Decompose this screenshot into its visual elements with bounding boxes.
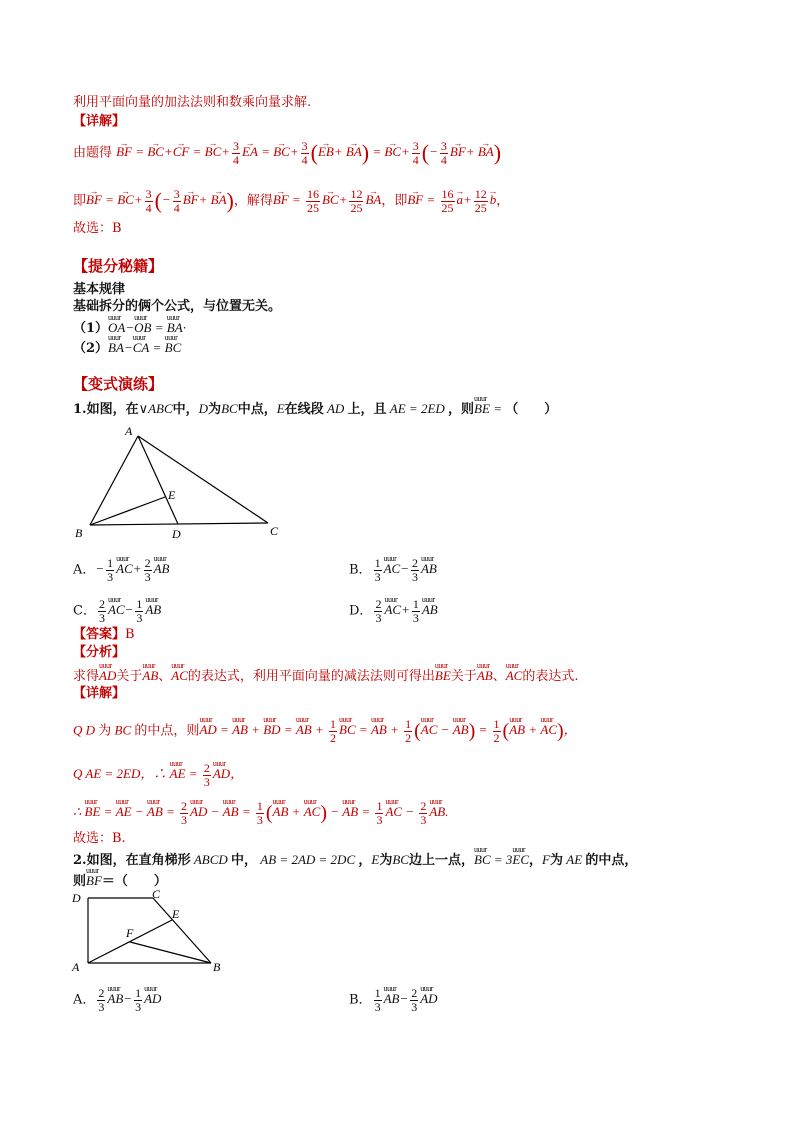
q1-analysis-header: 【分析】 bbox=[73, 645, 126, 660]
label-c2: C bbox=[152, 888, 161, 901]
side-bc bbox=[90, 523, 268, 525]
label-d: D bbox=[172, 527, 181, 540]
intro-line: 利用平面向量的加法法则和数乘向量求解. bbox=[73, 95, 312, 110]
segment-be bbox=[90, 497, 165, 525]
formula-2: （2）uuur BA−uuur CA = uuur BC bbox=[73, 340, 181, 357]
label-b2: B bbox=[213, 960, 221, 974]
q1-detail-header: 【详解】 bbox=[73, 686, 126, 701]
q1-answer: 【答案】B bbox=[73, 627, 135, 642]
label-a: A bbox=[125, 424, 133, 438]
question-2-line-2: 则uuur BF＝（ ） bbox=[73, 873, 167, 890]
basic-rule: 基本规律 bbox=[73, 282, 126, 297]
q1-detail-line-2: Q AE = 2ED，∴ uuur AE = $\frac{2}{3}$ uuur AD， bbox=[73, 762, 243, 789]
q1-analysis-text: 求得uuur AD关于uuur AB、uuur AC的表达式，利用平面向量的减法法则可得出uuur BE关于uuur AB、uuur AC的表达式. bbox=[73, 668, 579, 685]
q1-option-b[interactable]: B． $\frac{1}{3}$ uuur AC− $\frac{2}{3}$ uuur AB bbox=[349, 557, 437, 584]
practice-header: 【变式演练】 bbox=[73, 375, 164, 393]
q2-option-b[interactable]: B． $\frac{1}{3}$ uuur AB− $\frac{2}{3}$ uuur AD bbox=[349, 987, 438, 1014]
solution-line-1: 由题得 → BF = → BC+→ CF = → BC+ $\frac{3}{4}$ → EA = → BC+ $\frac{3}{4}$ (→ EB+ → BA) = → BC+ $\frac{3}{4}$ (− $\frac{3}{4}$ → BF+ → BA) bbox=[73, 140, 501, 167]
q1-final: 故选：B. bbox=[73, 831, 126, 846]
q1-detail-line-1: Q D 为 BC 的中点，则uuur AD = uuur AB + uuur BD = uuur AB + $\frac{1}{2}$ uuur BC = uuur AB + $\frac{1}{2}$ (uuur AC − uuur AB) = $\frac{1}{2}$ (uuur AB + uuur AC)， bbox=[73, 718, 577, 745]
answer-line: 故选：B bbox=[73, 221, 122, 236]
q1-option-c[interactable]: C． $\frac{2}{3}$ uuur AC− $\frac{1}{3}$ uuur AB bbox=[73, 598, 161, 625]
q2-option-a[interactable]: A． $\frac{2}{3}$ uuur AB− $\frac{1}{3}$ uuur AD bbox=[73, 987, 161, 1014]
formula-1: （1）uuur OA−uuur OB = uuur BA· bbox=[73, 320, 186, 337]
q1-option-a[interactable]: A．− $\frac{1}{3}$ uuur AC+ $\frac{2}{3}$ uuur AB bbox=[73, 557, 169, 584]
label-c: C bbox=[270, 524, 279, 538]
side-ab bbox=[90, 436, 138, 525]
triangle-figure bbox=[70, 420, 290, 540]
label-a2: A bbox=[72, 960, 80, 974]
trapezoid-figure bbox=[68, 888, 238, 978]
question-2-line-1: 2.如图，在直角梯形 ABCD 中， AB = 2AD = 2DC ，E为BC边上一点，uuur BC = 3uuur EC，F为 AE 的中点， bbox=[73, 852, 637, 869]
label-d2: D bbox=[72, 891, 81, 905]
rule-text: 基础拆分的俩个公式，与位置无关。 bbox=[73, 299, 282, 314]
tips-header: 【提分秘籍】 bbox=[73, 257, 164, 275]
label-f2: F bbox=[126, 926, 134, 940]
label-e2: E bbox=[172, 907, 180, 921]
label-e: E bbox=[168, 488, 176, 502]
q1-option-d[interactable]: D． $\frac{2}{3}$ uuur AC+ $\frac{1}{3}$ uuur AB bbox=[349, 598, 438, 625]
question-1: 1.如图，在∨ABC中，D为BC中点，E在线段 AD 上，且 AE = 2ED ，则uuur BE = （ ） bbox=[73, 401, 557, 418]
label-b: B bbox=[75, 526, 83, 540]
q1-detail-line-3: ∴ uuur BE = uuur AE − uuur AB = $\frac{2}{3}$ uuur AD − uuur AB = $\frac{1}{3}$ (uuur AB + uuur AC) − uuur AB = $\frac{1}{3}$ uuur AC − $\frac{2}{3}$ uuur AB. bbox=[73, 800, 448, 827]
detail-header-1: 【详解】 bbox=[73, 114, 126, 129]
solution-line-2: 即→ BF = → BC+ $\frac{3}{4}$ (− $\frac{3}{4}$ → BF+ → BA)，解得→ BF = $\frac{16}{25}$ → BC+ $\frac{12}{25}$ → BA，即→ BF = $\frac{16}{25}$ → a+ $\frac{12}{25}$ → b， bbox=[73, 188, 509, 215]
